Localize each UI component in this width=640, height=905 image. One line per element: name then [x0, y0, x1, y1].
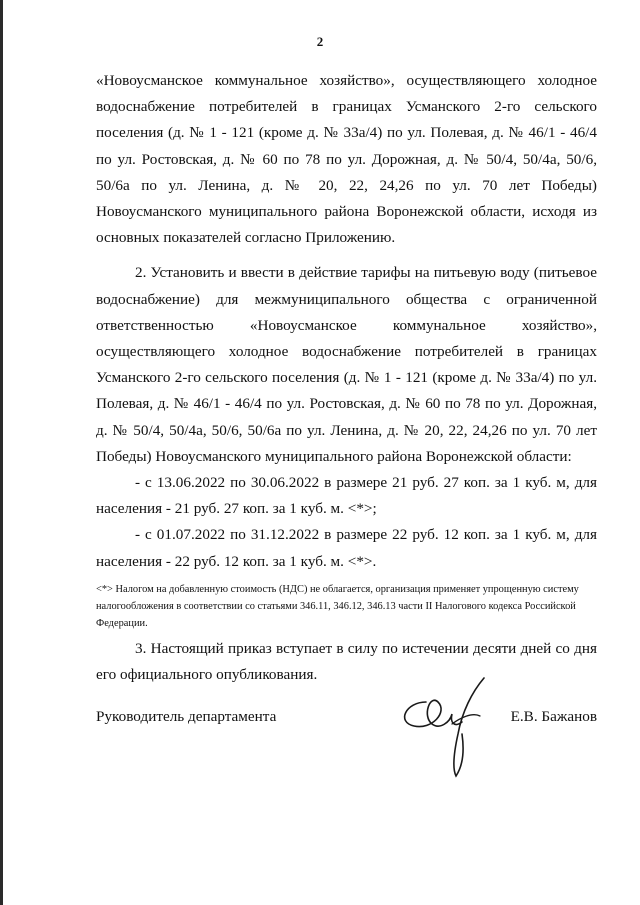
signatory-name: Е.В. Бажанов: [510, 708, 597, 725]
footnote: <*> Налогом на добавленную стоимость (НДС) не облагается, организация применяет упрощенную систему налогообложения в соответствии со статьями 346.11, 346.12, 346.13 части II Налогового кодекса Российской Федерации.: [96, 583, 579, 629]
paragraph-item-2: 2. Установить и ввести в действие тарифы на питьевую воду (питьевое водоснабжение) для межмуниципального общества с ограниченной ответственностью «Новоусманское коммунальное хозяйство», осуществляющего холодное водоснабжение потребителей в границах Усманского 2-го сельского поселения (д. № 1 - 121 (кроме д. № 33а/4) по ул. Полевая, д. № 46/1 - 46/4 по ул. Ростовская, д. № 60 по 78 по ул. Дорожная, д. № 50/4, 50/4а, 50/6, 50/6а по ул. Ленина, д. № 20, 22, 24,26 по ул. 70 лет Победы) Новоусманского муниципального района Воронежской области:: [96, 264, 597, 465]
document-body: [96, 68, 597, 688]
signatory-role: Руководитель департамента: [96, 708, 277, 725]
paragraph-item-3: 3. Настоящий приказ вступает в силу по истечении десяти дней со дня его официального опубликования.: [96, 639, 597, 684]
paragraph-continuation: «Новоусманское коммунальное хозяйство», осуществляющего холодное водоснабжение потребителей в границах Усманского 2-го сельского поселения (д. № 1 - 121 (кроме д. № 33а/4) по ул. Полевая, д. № 46/1 - 46/4 по ул. Ростовская, д. № 60 по 78 по ул. Дорожная, д. № 50/4, 50/4а, 50/6, 50/6а по ул. Ленина, д. № 20, 22, 24,26 по ул. 70 лет Победы) Новоусманского муниципального района Воронежской области, исходя из основных показателей согласно Приложению.: [96, 72, 597, 247]
scan-edge: [0, 0, 3, 905]
tariff-line-1: - с 13.06.2022 по 30.06.2022 в размере 21 руб. 27 коп. за 1 куб. м, для населения - 21 руб. 27 коп. за 1 куб. м. <*>;: [96, 474, 597, 518]
tariff-line-2: - с 01.07.2022 по 31.12.2022 в размере 22 руб. 12 коп. за 1 куб. м, для населения - 22 руб. 12 коп. за 1 куб. м. <*>.: [96, 526, 597, 570]
signature-block: [96, 708, 597, 734]
page-number: 2: [316, 34, 324, 49]
